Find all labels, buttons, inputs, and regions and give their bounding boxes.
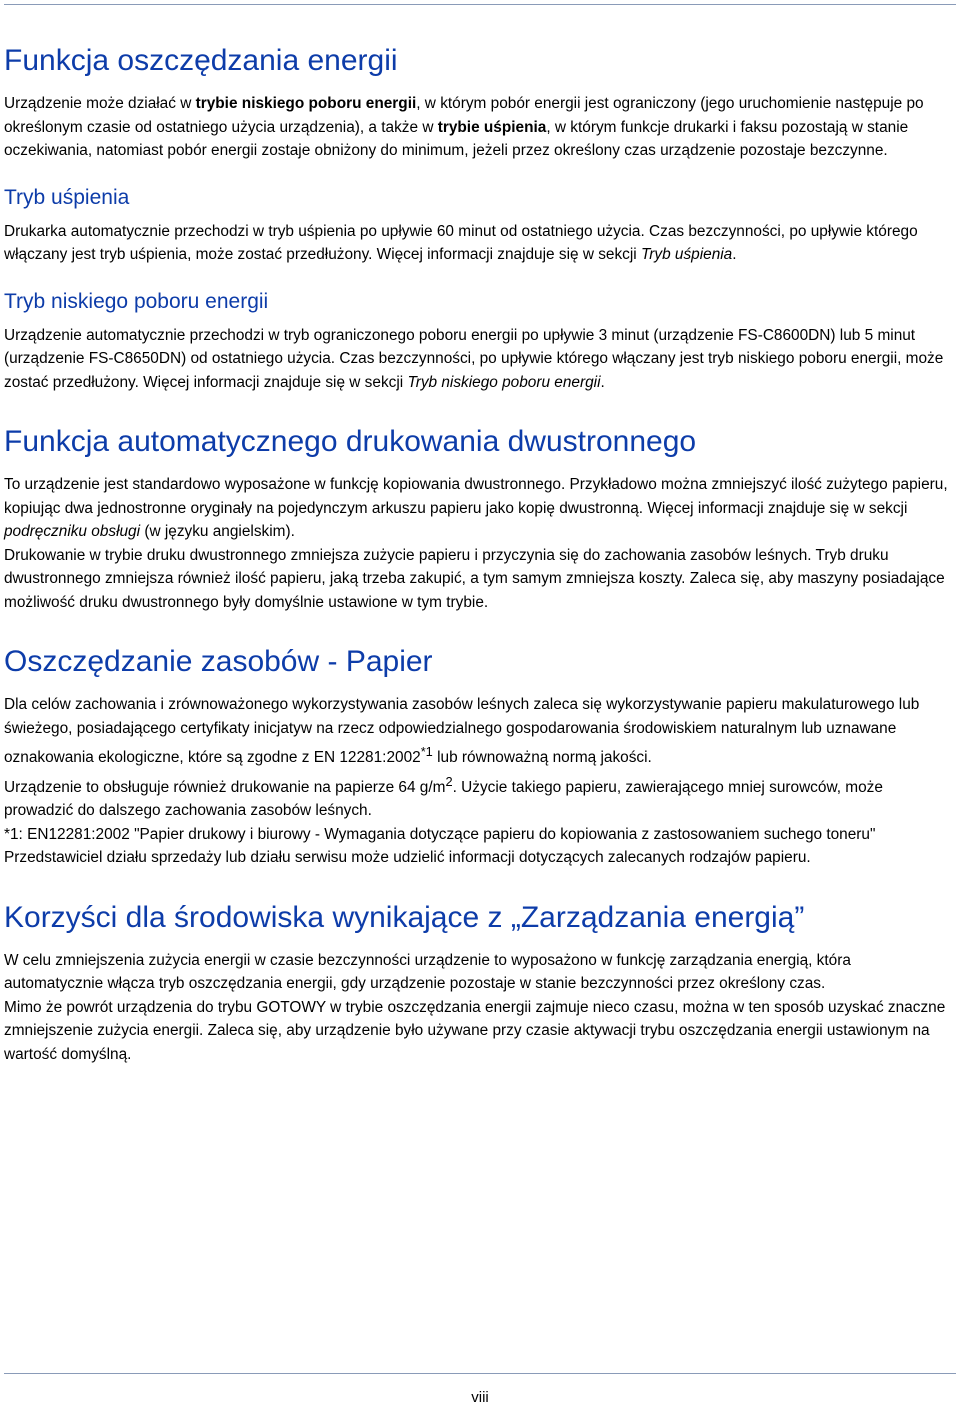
subsection-title-low-power-mode: Tryb niskiego poboru energii xyxy=(4,289,269,313)
paragraph-duplex-intro xyxy=(4,473,952,544)
section-title-paper-saving: Oszczędzanie zasobów - Papier xyxy=(4,645,433,678)
footnote-marker: *1 xyxy=(420,744,433,759)
superscript-squared: 2 xyxy=(445,773,453,789)
section-paper-saving xyxy=(4,645,952,870)
paragraph-ready-mode: Mimo że powrót urządzenia do trybu GOTOWY w trybie oszczędzania energii zajmuje nieco czasu, można w ten sposób uzyskać znaczne zmniejszenie zużycia energii. Zaleca się, aby urządzenie było używane przy czasie aktywacji trybu oszczędzania energii ustawionym na wartość domyślną. xyxy=(4,998,946,1063)
text-run: Urządzenie może działać w xyxy=(4,95,196,112)
paragraph-sales-contact: Przedstawiciel działu sprzedaży lub działu serwisu może udzielić informacji dotyczących zalecanych rodzajów papieru. xyxy=(4,849,811,867)
text-run: , w którym pobór energii jest ograniczony (jego uruchomienie następuje po określonym czasie od ostatniego użycia urządzenia), a także w xyxy=(4,95,924,136)
section-reference-sleep-mode[interactable]: Tryb uśpienia xyxy=(640,246,733,263)
paragraph-energy-saving-intro xyxy=(4,92,952,163)
paragraph-recycled-paper xyxy=(4,693,952,770)
text-run: Dla celów zachowania i zrównoważonego wykorzystywania zasobów leśnych zaleca się wykorzystywanie papieru makulaturowego lub świeżego, posiadającego certyfikaty inicjatyw na rzecz odpowiedzialnego gospodarowania środowiskiem naturalnym lub uznawane oznakowania ekologiczne, które są zgodne z EN 12281:2002 xyxy=(4,696,920,767)
text-run: . Użycie takiego papieru, zawierającego mniej surowców, może prowadzić do dalszego zachowania zasobów leśnych. xyxy=(4,778,883,820)
text-run: (w języku angielskim). xyxy=(140,523,295,540)
document-body xyxy=(4,0,952,1066)
page-number: viii xyxy=(471,1389,489,1406)
text-run: . xyxy=(732,246,737,263)
text-run: , w którym funkcje drukarki i faksu pozostają w stanie oczekiwania, natomiast pobór energii zostaje obniżony do minimum, jeżeli przez określony czas urządzenie pozostaje bezczynne. xyxy=(4,118,909,159)
text-run: lub równoważną normą jakości. xyxy=(432,749,652,767)
section-title-power-management: Korzyści dla środowiska wynikające z „Zarządzania energią” xyxy=(4,900,805,934)
paragraph-power-management: W celu zmniejszenia zużycia energii w czasie bezczynności urządzenie to wyposażono w funkcję zarządzania energią, która automatycznie włącza tryb oszczędzania energii, gdy urządzenie pozostaje w stanie bezczynności przez określony czas. xyxy=(4,951,851,993)
footer-rule xyxy=(4,1373,956,1374)
section-reference-low-power-mode[interactable]: Tryb niskiego poboru energii xyxy=(407,373,601,391)
paragraph-paper-weight xyxy=(4,770,952,823)
paragraph-sleep-mode xyxy=(4,220,952,267)
paragraph-duplex-benefits: Drukowanie w trybie druku dwustronnego zmniejsza zużycie papieru i przyczynia się do zachowania zasobów leśnych. Tryb druku dwustronnego zmniejsza również ilość papieru, jaką trzeba zakupić, a tym samym zmniejsza koszty. Zaleca się, aby maszyny posiadające możliwość druku dwustronnego były domyślnie ustawione w tym trybie. xyxy=(4,546,945,611)
section-duplex-printing xyxy=(4,425,952,614)
section-title-duplex-printing: Funkcja automatycznego drukowania dwustronnego xyxy=(4,425,697,458)
text-run: Drukarka automatycznie przechodzi w tryb uśpienia po upływie 60 minut od ostatniego użycia. Czas bezczynności, po upływie którego włączany jest tryb uśpienia, może zostać przedłużony. Więcej informacji znajduje się w sekcji xyxy=(4,222,918,263)
subsection-title-sleep-mode: Tryb uśpienia xyxy=(4,185,130,209)
section-title-energy-saving: Funkcja oszczędzania energii xyxy=(4,44,398,77)
section-energy-saving xyxy=(4,44,952,394)
text-run: Urządzenie automatycznie przechodzi w tryb ograniczonego poboru energii po upływie 3 minut (urządzenie FS-C8600DN) lub 5 minut (urządzenie FS-C8650DN) od ostatniego użycia. Czas bezczynności, po upływie którego włączany jest tryb niskiego poboru energii, może zostać przedłużony. Więcej informacji znajduje się w sekcji xyxy=(4,326,944,391)
text-run: Urządzenie to obsługuje również drukowanie na papierze 64 g/m xyxy=(4,778,446,796)
paragraph-low-power-mode xyxy=(4,324,952,395)
bold-term-sleep-mode: trybie uśpienia xyxy=(437,118,547,136)
footnote-en12281: *1: EN12281:2002 "Papier drukowy i biurowy - Wymagania dotyczące papieru do kopiowania z zastosowaniem suchego toneru" xyxy=(4,825,876,843)
section-power-management xyxy=(4,901,952,1067)
bold-term-low-power-mode: trybie niskiego poboru energii xyxy=(195,95,417,112)
text-run: To urządzenie jest standardowo wyposażone w funkcję kopiowania dwustronnego. Przykładowo można zmniejszyć ilość zużytego papieru, kopiując dwa jednostronne oryginały na pojedynczym arkuszu papieru jako kopię dwustronną. Więcej informacji znajduje się w sekcji xyxy=(4,476,948,517)
text-run: . xyxy=(600,373,605,391)
section-reference-operation-guide[interactable]: podręczniku obsługi xyxy=(4,523,141,540)
